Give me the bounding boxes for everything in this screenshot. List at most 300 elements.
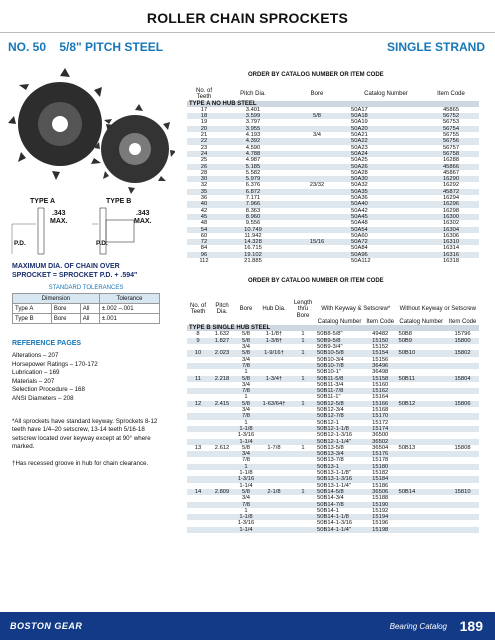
table-cell: 15796 bbox=[454, 331, 471, 338]
table-cell: 45872 bbox=[423, 189, 479, 195]
table-cell: 1-3/16 bbox=[237, 432, 255, 439]
table-cell: 1 bbox=[244, 394, 248, 401]
col-catalog-2: Catalog Number bbox=[399, 318, 444, 325]
table-cell: 112 bbox=[199, 258, 209, 265]
table-cell: 5/8 bbox=[235, 376, 257, 382]
table-row bbox=[187, 258, 479, 264]
table-cell: 50B11-7/8 bbox=[315, 388, 364, 394]
table-cell: 18 bbox=[187, 113, 221, 119]
table-cell bbox=[209, 527, 235, 533]
table-cell: 72 bbox=[187, 239, 221, 245]
table-cell: 11 bbox=[187, 376, 209, 382]
tol-cell: Bore bbox=[51, 314, 80, 324]
list-item: Alterations – 207 bbox=[12, 352, 59, 359]
table-cell: 4.392 bbox=[221, 138, 285, 144]
type-b-label: TYPE B bbox=[106, 198, 132, 205]
table-cell: 20 bbox=[187, 126, 221, 132]
table-cell: 50A48 bbox=[351, 220, 368, 227]
table-cell: 35 bbox=[187, 189, 221, 195]
pd-label-b: P.D. bbox=[96, 240, 108, 247]
table-cell: 50B11 bbox=[396, 376, 446, 382]
section-type-b: TYPE B SINGLE HUB STEEL bbox=[187, 325, 479, 331]
table-cell: 50A28 bbox=[351, 169, 368, 176]
table-cell: 96 bbox=[187, 252, 221, 258]
table-cell: 3/4 bbox=[241, 495, 251, 502]
table-cell: 17 bbox=[200, 106, 208, 113]
table-cell: 50B13-3/4 bbox=[315, 451, 364, 457]
table-cell: 19 bbox=[200, 119, 208, 126]
table-cell: 56754 bbox=[423, 126, 479, 132]
table-cell: 10 bbox=[187, 350, 209, 356]
table-cell: 15802 bbox=[446, 350, 479, 356]
table-cell: 8.363 bbox=[245, 207, 261, 214]
max-chain-diameter-note: MAXIMUM DIA. OF CHAIN OVER SPROCKET = SPROCKET P.D. + .594" bbox=[12, 263, 138, 279]
table-cell: 50B14-1-1/4" bbox=[315, 527, 364, 533]
table-cell: 16302 bbox=[442, 220, 460, 227]
table-cell: 36506 bbox=[364, 489, 397, 495]
table-cell: 1 bbox=[244, 507, 248, 514]
table-cell: 13 bbox=[194, 444, 202, 451]
table-cell: 45865 bbox=[442, 106, 460, 113]
table-cell: 3/4 bbox=[312, 132, 322, 139]
table-cell: 50B12-1-1/8 bbox=[315, 426, 364, 432]
tolerance-caption: STANDARD TOLERANCES bbox=[48, 285, 124, 291]
catalog-name: Bearing Catalog bbox=[389, 622, 447, 631]
table-cell: 15182 bbox=[372, 470, 389, 477]
table-cell: 50A21 bbox=[351, 132, 368, 139]
table-cell: 50A18 bbox=[349, 113, 423, 119]
list-item: Lubrication – 169 bbox=[12, 369, 60, 377]
table-cell: 15/16 bbox=[285, 239, 349, 245]
table-cell: 1-3/16 bbox=[235, 476, 257, 482]
table-cell: 15160 bbox=[372, 381, 389, 388]
table-cell: 5/8 bbox=[241, 444, 251, 451]
table-cell: 1-1/8† bbox=[265, 331, 283, 338]
table-cell: 50B14-1-1/8 bbox=[315, 514, 364, 520]
sprocket-photo-type-b bbox=[95, 104, 175, 194]
table-row bbox=[187, 527, 479, 533]
table-cell: 50B10 bbox=[396, 350, 446, 356]
table-cell: 15808 bbox=[454, 444, 471, 451]
table-cell: 24 bbox=[187, 151, 221, 157]
table-cell: 16316 bbox=[423, 252, 479, 258]
tol-cell: Type B bbox=[13, 314, 52, 324]
table-cell: 1 bbox=[301, 444, 305, 451]
table-cell: 50A60 bbox=[351, 232, 368, 239]
table-cell: 16306 bbox=[442, 232, 460, 239]
table-cell: 23 bbox=[200, 144, 208, 151]
table-row bbox=[13, 314, 160, 324]
col-teeth: No. of Teeth bbox=[195, 88, 212, 101]
table-cell: 50B10-1" bbox=[317, 369, 341, 376]
table-cell: 50B10-7/8 bbox=[315, 363, 364, 369]
table-cell: 50A19 bbox=[351, 119, 368, 126]
table-cell bbox=[257, 527, 291, 533]
list-item: Selection Procedure – 168 bbox=[12, 386, 85, 394]
table-cell: 16304 bbox=[423, 227, 479, 233]
table-cell: 1-3/8† bbox=[257, 338, 291, 344]
table-cell: 15176 bbox=[364, 451, 397, 457]
table-cell: 45 bbox=[187, 214, 221, 220]
table-cell: 50B14 bbox=[396, 489, 446, 495]
table-cell: 50B12-5/8 bbox=[315, 401, 364, 407]
table-cell: 50B14-7/8 bbox=[315, 502, 364, 508]
table-cell: 15170 bbox=[364, 413, 397, 419]
table-cell: 54 bbox=[187, 227, 221, 233]
tolerance-box bbox=[12, 285, 160, 324]
recess-note: †Has recessed groove in hub for chain clearance. bbox=[12, 459, 149, 467]
table-cell: 1-7/8 bbox=[267, 444, 281, 451]
table-cell: 16300 bbox=[423, 214, 479, 220]
tol-header-tolerance: Tolerance bbox=[99, 294, 159, 304]
table-cell: 60 bbox=[200, 232, 208, 239]
table-cell: 2.218 bbox=[209, 376, 235, 382]
table-cell: 50B13-1 bbox=[315, 464, 364, 470]
tol-cell: All bbox=[80, 304, 99, 314]
table-cell: 50A84 bbox=[351, 245, 368, 252]
table-cell: 56755 bbox=[442, 132, 460, 139]
section-type-a: TYPE A NO HUB STEEL bbox=[187, 101, 479, 107]
table-cell: 21.885 bbox=[244, 258, 262, 265]
table-cell: 11.942 bbox=[244, 232, 262, 239]
table-cell: 15198 bbox=[364, 527, 397, 533]
table-cell: 50A72 bbox=[349, 239, 423, 245]
table-cell: 5/8 bbox=[235, 401, 257, 407]
table-cell: 23/32 bbox=[309, 182, 325, 189]
table-cell: 5/8 bbox=[235, 338, 257, 344]
table-cell: 50B12-3/4 bbox=[317, 407, 344, 414]
table-cell: 45867 bbox=[442, 169, 460, 176]
table-cell: 22 bbox=[187, 138, 221, 144]
table-cell: 50B14-1 bbox=[317, 507, 339, 514]
col-length: Length thru Bore bbox=[293, 300, 313, 319]
table-cell: 2.023 bbox=[209, 350, 235, 356]
list-item: Horsepower Ratings – 170-172 bbox=[12, 360, 98, 368]
table-cell: 50B12-1-1/4" bbox=[315, 439, 364, 445]
table-cell: 4.590 bbox=[245, 144, 261, 151]
col-item-2: Item Code bbox=[448, 318, 477, 325]
table-cell: 16292 bbox=[442, 182, 460, 189]
table-cell: 50A40 bbox=[349, 201, 423, 207]
table-cell: 15166 bbox=[364, 401, 397, 407]
table-cell: 50A32 bbox=[351, 182, 368, 189]
table-cell: 5.979 bbox=[221, 176, 285, 182]
type-b-diagram bbox=[90, 206, 175, 256]
table-cell: 16288 bbox=[442, 157, 460, 164]
table-cell: 50B10-5/8 bbox=[315, 350, 364, 356]
table-cell: 1 bbox=[291, 338, 315, 344]
list-item: Materials – 207 bbox=[12, 377, 55, 385]
dim-max-a: .343 MAX. bbox=[50, 210, 68, 225]
product-subtitle: NO. 50 5/8" PITCH STEEL bbox=[8, 40, 164, 54]
table-cell: 50B11-1" bbox=[317, 394, 341, 401]
table-cell: 50A35 bbox=[349, 189, 423, 195]
table-cell: 50A17 bbox=[351, 106, 368, 113]
table-cell: 5/8 bbox=[285, 113, 349, 119]
table-cell bbox=[187, 527, 209, 533]
table-cell: 56753 bbox=[442, 119, 460, 126]
table-cell: 1 bbox=[244, 369, 248, 376]
table-cell: 16314 bbox=[442, 245, 460, 252]
col-pitch: Pitch Dia. bbox=[240, 91, 266, 98]
col-hub: Hub Dia. bbox=[262, 306, 286, 313]
table-cell: 16.715 bbox=[244, 245, 262, 252]
table-cell: 32 bbox=[200, 182, 208, 189]
table-cell: 16296 bbox=[423, 201, 479, 207]
table-cell: 16318 bbox=[442, 258, 460, 265]
table-cell: 9.556 bbox=[245, 220, 261, 227]
table-cell: 1.632 bbox=[214, 331, 230, 338]
table-type-a bbox=[187, 88, 479, 264]
table-cell: 1 bbox=[235, 464, 257, 470]
table-cell: 50B11-3/4 bbox=[317, 381, 344, 388]
type-a-diagram bbox=[10, 206, 85, 256]
order-by-a: ORDER BY CATALOG NUMBER OR ITEM CODE bbox=[248, 72, 384, 78]
table-cell: 15162 bbox=[364, 388, 397, 394]
table-cell: 36502 bbox=[364, 439, 397, 445]
table-cell: 45866 bbox=[423, 164, 479, 170]
table-cell: 15190 bbox=[364, 502, 397, 508]
table-cell: 1 bbox=[301, 331, 305, 338]
table-cell: 5/8 bbox=[235, 489, 257, 495]
table-cell: 1.827 bbox=[209, 338, 235, 344]
table-cell: 28 bbox=[200, 169, 208, 176]
tol-cell: ±.001 bbox=[99, 314, 159, 324]
keyway-note: *All sprockets have standard keyway. Sprockets 8-12 teeth have 1/4–20 setscrew, 13-14 teeth 5/16-18 setscrew located over keyway except at 90° where marked. bbox=[12, 418, 158, 451]
table-cell: 5/8 bbox=[235, 350, 257, 356]
table-cell: 36500 bbox=[372, 432, 389, 439]
table-cell: 15168 bbox=[372, 407, 389, 414]
table-cell: 15158 bbox=[364, 376, 397, 382]
table-cell bbox=[396, 527, 446, 533]
table-cell: 56757 bbox=[442, 144, 460, 151]
table-cell: 50B10-3/4 bbox=[317, 356, 344, 363]
table-cell: 7/8 bbox=[241, 457, 251, 464]
table-cell: 3/4 bbox=[235, 451, 257, 457]
footnotes bbox=[12, 418, 162, 468]
table-cell: 16294 bbox=[442, 195, 460, 202]
col-bore: Bore bbox=[239, 306, 253, 313]
table-cell: 50A24 bbox=[349, 151, 423, 157]
table-cell: 3.797 bbox=[245, 119, 261, 126]
table-cell: 14 bbox=[187, 489, 209, 495]
table-cell: 15804 bbox=[446, 376, 479, 382]
table-cell: 50B12-1-3/16 bbox=[317, 432, 353, 439]
tolerance-table bbox=[12, 293, 160, 324]
table-cell: 15156 bbox=[372, 356, 389, 363]
table-cell bbox=[291, 527, 315, 533]
table-cell: 16310 bbox=[423, 239, 479, 245]
tol-cell: Bore bbox=[51, 304, 80, 314]
page-number: 189 bbox=[459, 618, 483, 634]
table-cell: 7/8 bbox=[235, 502, 257, 508]
table-cell: 15164 bbox=[372, 394, 389, 401]
tol-cell: Type A bbox=[13, 304, 52, 314]
order-by-b: ORDER BY CATALOG NUMBER OR ITEM CODE bbox=[248, 278, 384, 284]
tol-header-dimension: Dimension bbox=[13, 294, 100, 304]
col-item: Item Code bbox=[437, 91, 465, 98]
table-cell: 5/8 bbox=[241, 331, 251, 338]
table-cell: 3/4 bbox=[241, 356, 251, 363]
table-cell: 3.955 bbox=[221, 126, 285, 132]
table-cell: 50A42 bbox=[351, 207, 368, 214]
type-a-label: TYPE A bbox=[30, 198, 56, 205]
col-bore: Bore bbox=[310, 91, 324, 98]
table-cell: 50B13-1-1/4" bbox=[317, 482, 351, 489]
table-cell: 4.193 bbox=[245, 132, 261, 139]
table-cell: 50B9-5/8 bbox=[315, 338, 364, 344]
table-cell: 1 bbox=[291, 350, 315, 356]
table-cell: 6.376 bbox=[245, 182, 261, 189]
table-cell: 7/8 bbox=[235, 413, 257, 419]
table-cell: 50B9 bbox=[396, 338, 446, 344]
table-cell: 50B13-7/8 bbox=[317, 457, 344, 464]
table-cell: 50A112 bbox=[351, 258, 371, 265]
table-cell: 15150 bbox=[364, 338, 397, 344]
table-cell: 50B13-1-1/8" bbox=[317, 470, 351, 477]
table-cell: 84 bbox=[200, 245, 208, 252]
tol-cell: ±.002 –.001 bbox=[99, 304, 159, 314]
table-cell: 7.171 bbox=[245, 195, 261, 202]
table-cell: 12 bbox=[187, 401, 209, 407]
table-cell: 30 bbox=[187, 176, 221, 182]
col-pitch: Pitch Dia. bbox=[215, 303, 229, 316]
table-type-b bbox=[187, 300, 479, 533]
table-cell: 1-1/4 bbox=[235, 527, 257, 533]
strand-type: SINGLE STRAND bbox=[386, 40, 485, 54]
page-title: ROLLER CHAIN SPROCKETS bbox=[146, 10, 349, 26]
tol-cell: All bbox=[80, 314, 99, 324]
table-cell: 7/8 bbox=[235, 388, 257, 394]
table-cell: 36498 bbox=[372, 369, 389, 376]
table-cell: 50A22 bbox=[349, 138, 423, 144]
table-cell: 50A36 bbox=[351, 195, 368, 202]
table-cell: 36 bbox=[200, 195, 208, 202]
table-cell: 1-9/16† bbox=[257, 350, 291, 356]
table-cell: 50A26 bbox=[349, 164, 423, 170]
reference-pages-list bbox=[12, 352, 98, 404]
table-cell: 3.401 bbox=[245, 106, 261, 113]
table-cell: 50B13-1-3/16 bbox=[315, 476, 364, 482]
col-with-keyway: With Keyway & Setscrew* bbox=[321, 306, 391, 313]
table-cell: 10.749 bbox=[221, 227, 285, 233]
table-cell: 1-1/8 bbox=[235, 514, 257, 520]
table-cell: 16290 bbox=[423, 176, 479, 182]
table-cell: 15800 bbox=[446, 338, 479, 344]
table-cell bbox=[446, 527, 479, 533]
table-cell: 50A23 bbox=[351, 144, 368, 151]
table-cell: 50A30 bbox=[349, 176, 423, 182]
table-cell: 1 bbox=[291, 489, 315, 495]
table-cell: 15152 bbox=[372, 344, 389, 351]
pd-label-a: P.D. bbox=[14, 240, 26, 247]
table-cell bbox=[285, 258, 349, 264]
table-cell: 1-63/64† bbox=[257, 401, 291, 407]
table-cell: 1 bbox=[244, 419, 248, 426]
table-cell: 15154 bbox=[364, 350, 397, 356]
table-cell: 9 bbox=[187, 338, 209, 344]
table-cell: 21 bbox=[200, 132, 208, 139]
table-cell: 36496 bbox=[364, 363, 397, 369]
table-cell: 2.612 bbox=[214, 444, 230, 451]
table-cell: 56752 bbox=[423, 113, 479, 119]
table-cell: 50B8-5/8" bbox=[317, 331, 343, 338]
col-catalog-1: Catalog Number bbox=[317, 318, 362, 325]
table-cell: 15174 bbox=[364, 426, 397, 432]
table-cell: 25 bbox=[200, 157, 208, 164]
table-cell: 56758 bbox=[423, 151, 479, 157]
table-cell: 50B14-1-3/16 bbox=[317, 520, 353, 527]
table-cell: 2.415 bbox=[209, 401, 235, 407]
table-cell: 15172 bbox=[372, 419, 389, 426]
table-cell: 2.809 bbox=[209, 489, 235, 495]
table-cell: 40 bbox=[187, 201, 221, 207]
table-cell: 1 bbox=[291, 376, 315, 382]
table-cell: 15194 bbox=[364, 514, 397, 520]
col-catalog: Catalog Number bbox=[364, 91, 408, 98]
table-cell: 3/4 bbox=[241, 407, 251, 414]
table-cell: 56756 bbox=[423, 138, 479, 144]
table-cell: 50B14-3/4 bbox=[317, 495, 344, 502]
table-cell: 6.872 bbox=[221, 189, 285, 195]
table-row bbox=[13, 304, 160, 314]
brand-logo: BOSTON GEAR bbox=[10, 621, 83, 631]
list-item: ANSI Diameters – 208 bbox=[12, 394, 74, 402]
table-cell: 26 bbox=[187, 164, 221, 170]
table-cell: 15192 bbox=[372, 507, 389, 514]
col-item-1: Item Code bbox=[366, 318, 395, 325]
table-cell: 50A45 bbox=[349, 214, 423, 220]
table-cell: 1-1/4 bbox=[239, 482, 253, 489]
dim-max-b: .343 MAX. bbox=[134, 210, 152, 225]
table-cell: 4.987 bbox=[245, 157, 261, 164]
table-cell: 1-3/4† bbox=[257, 376, 291, 382]
table-cell: 5.582 bbox=[245, 169, 261, 176]
table-cell: 50B12 bbox=[396, 401, 446, 407]
table-cell: 42 bbox=[200, 207, 208, 214]
table-cell: 49482 bbox=[372, 331, 389, 338]
table-cell: 36504 bbox=[372, 444, 389, 451]
table-cell: 19.102 bbox=[221, 252, 285, 258]
table-cell: 7/8 bbox=[235, 363, 257, 369]
table-cell: 14.328 bbox=[221, 239, 285, 245]
table-cell: 1-1/4 bbox=[235, 439, 257, 445]
table-cell: 50B13-5/8 bbox=[317, 444, 344, 451]
table-cell: 15178 bbox=[372, 457, 389, 464]
table-cell: 15186 bbox=[372, 482, 389, 489]
table-cell: 7.966 bbox=[221, 201, 285, 207]
table-cell: 50B13 bbox=[398, 444, 416, 451]
table-cell: 2-1/8 bbox=[257, 489, 291, 495]
table-cell: 15180 bbox=[364, 464, 397, 470]
table-cell: 15810 bbox=[446, 489, 479, 495]
table-cell: 1-1/8 bbox=[235, 426, 257, 432]
table-cell: 15806 bbox=[446, 401, 479, 407]
table-cell: 8.960 bbox=[221, 214, 285, 220]
table-cell: 50B12-1 bbox=[317, 419, 339, 426]
col-without-keyway: Without Keyway or Setscrew bbox=[399, 306, 476, 313]
col-teeth: No. of Teeth bbox=[189, 303, 206, 316]
table-cell: 50B8 bbox=[398, 331, 413, 338]
table-cell: 48 bbox=[200, 220, 208, 227]
table-cell: 50A25 bbox=[351, 157, 368, 164]
table-cell: 1-3/16 bbox=[237, 520, 255, 527]
table-cell: 4.788 bbox=[221, 151, 285, 157]
divider bbox=[0, 32, 495, 33]
table-cell: 50B12-7/8 bbox=[315, 413, 364, 419]
table-cell: 15196 bbox=[372, 520, 389, 527]
table-cell: 3.599 bbox=[221, 113, 285, 119]
